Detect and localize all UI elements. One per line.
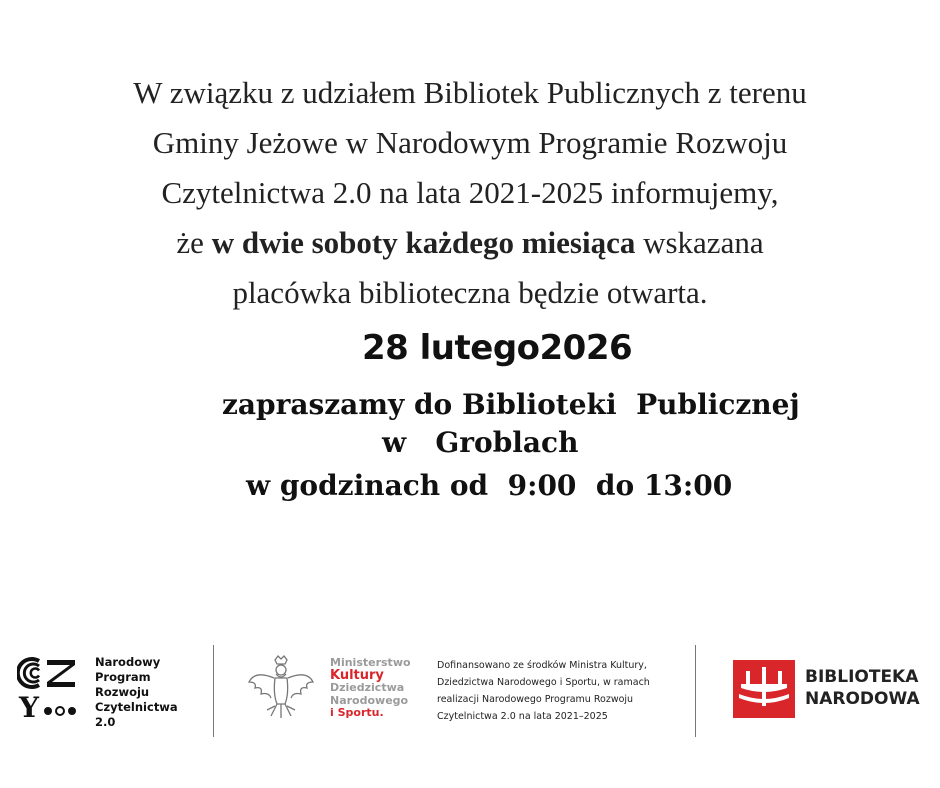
invite-line-3: w godzinach od 9:00 do 13:00 xyxy=(246,469,733,502)
intro-line-2: Gminy Jeżowe w Narodowym Programie Rozwoju xyxy=(152,125,788,160)
cofinanced-note xyxy=(437,657,650,725)
npr-logo-icon xyxy=(17,655,79,723)
npr-line: Rozwoju xyxy=(95,685,150,699)
bn-line-2: NARODOWA xyxy=(805,689,920,709)
intro-line-4-post: wskazana xyxy=(635,225,764,260)
polish-eagle-icon xyxy=(245,652,317,724)
cofinanced-line: Dofinansowano ze środków Ministra Kultury, xyxy=(437,660,647,671)
npr-logo-y: Y xyxy=(19,691,39,723)
intro-line-4-bold: w dwie soboty każdego miesiąca xyxy=(211,225,636,260)
invite-line-1: zapraszamy do Biblioteki Publicznej xyxy=(222,388,800,421)
npr-text xyxy=(95,655,178,730)
intro-line-4 xyxy=(40,218,900,268)
npr-line: Program xyxy=(95,670,151,684)
intro-line-3: Czytelnictwa 2.0 na lata 2021-2025 informujemy, xyxy=(161,175,779,210)
footer-divider xyxy=(213,645,214,737)
biblioteka-narodowa-text xyxy=(805,666,920,710)
npr-line: Narodowy xyxy=(95,655,161,669)
cofinanced-line: Dziedzictwa Narodowego i Sportu, w ramach xyxy=(437,677,650,688)
ministry-line-1: Ministerstwo xyxy=(330,656,411,669)
footer-divider xyxy=(695,645,696,737)
cofinanced-line: Czytelnictwa 2.0 na lata 2021–2025 xyxy=(437,711,608,722)
intro-line-5: placówka biblioteczna będzie otwarta. xyxy=(232,275,708,310)
event-date: 28 lutego2026 xyxy=(362,328,633,368)
biblioteka-narodowa-logo-icon xyxy=(733,660,795,718)
invite-line-2: w Groblach xyxy=(382,426,579,459)
ministry-line-4: Narodowego xyxy=(330,693,409,707)
bn-line-1: BIBLIOTEKA xyxy=(805,667,919,687)
ministry-logo xyxy=(330,657,411,720)
cofinanced-line: realizacji Narodowego Programu Rozwoju xyxy=(437,694,634,705)
ministry-line-3: Dziedzictwa xyxy=(330,681,405,694)
announcement-intro xyxy=(40,68,900,318)
ministry-line-5: i Sportu. xyxy=(330,706,384,719)
npr-line: 2.0 xyxy=(95,715,116,729)
ministry-line-2: Kultury xyxy=(330,667,384,683)
intro-line-1: W związku z udziałem Bibliotek Publicznych z terenu xyxy=(133,75,807,110)
npr-line: Czytelnictwa xyxy=(95,700,178,714)
intro-line-4-pre: że xyxy=(176,225,212,260)
